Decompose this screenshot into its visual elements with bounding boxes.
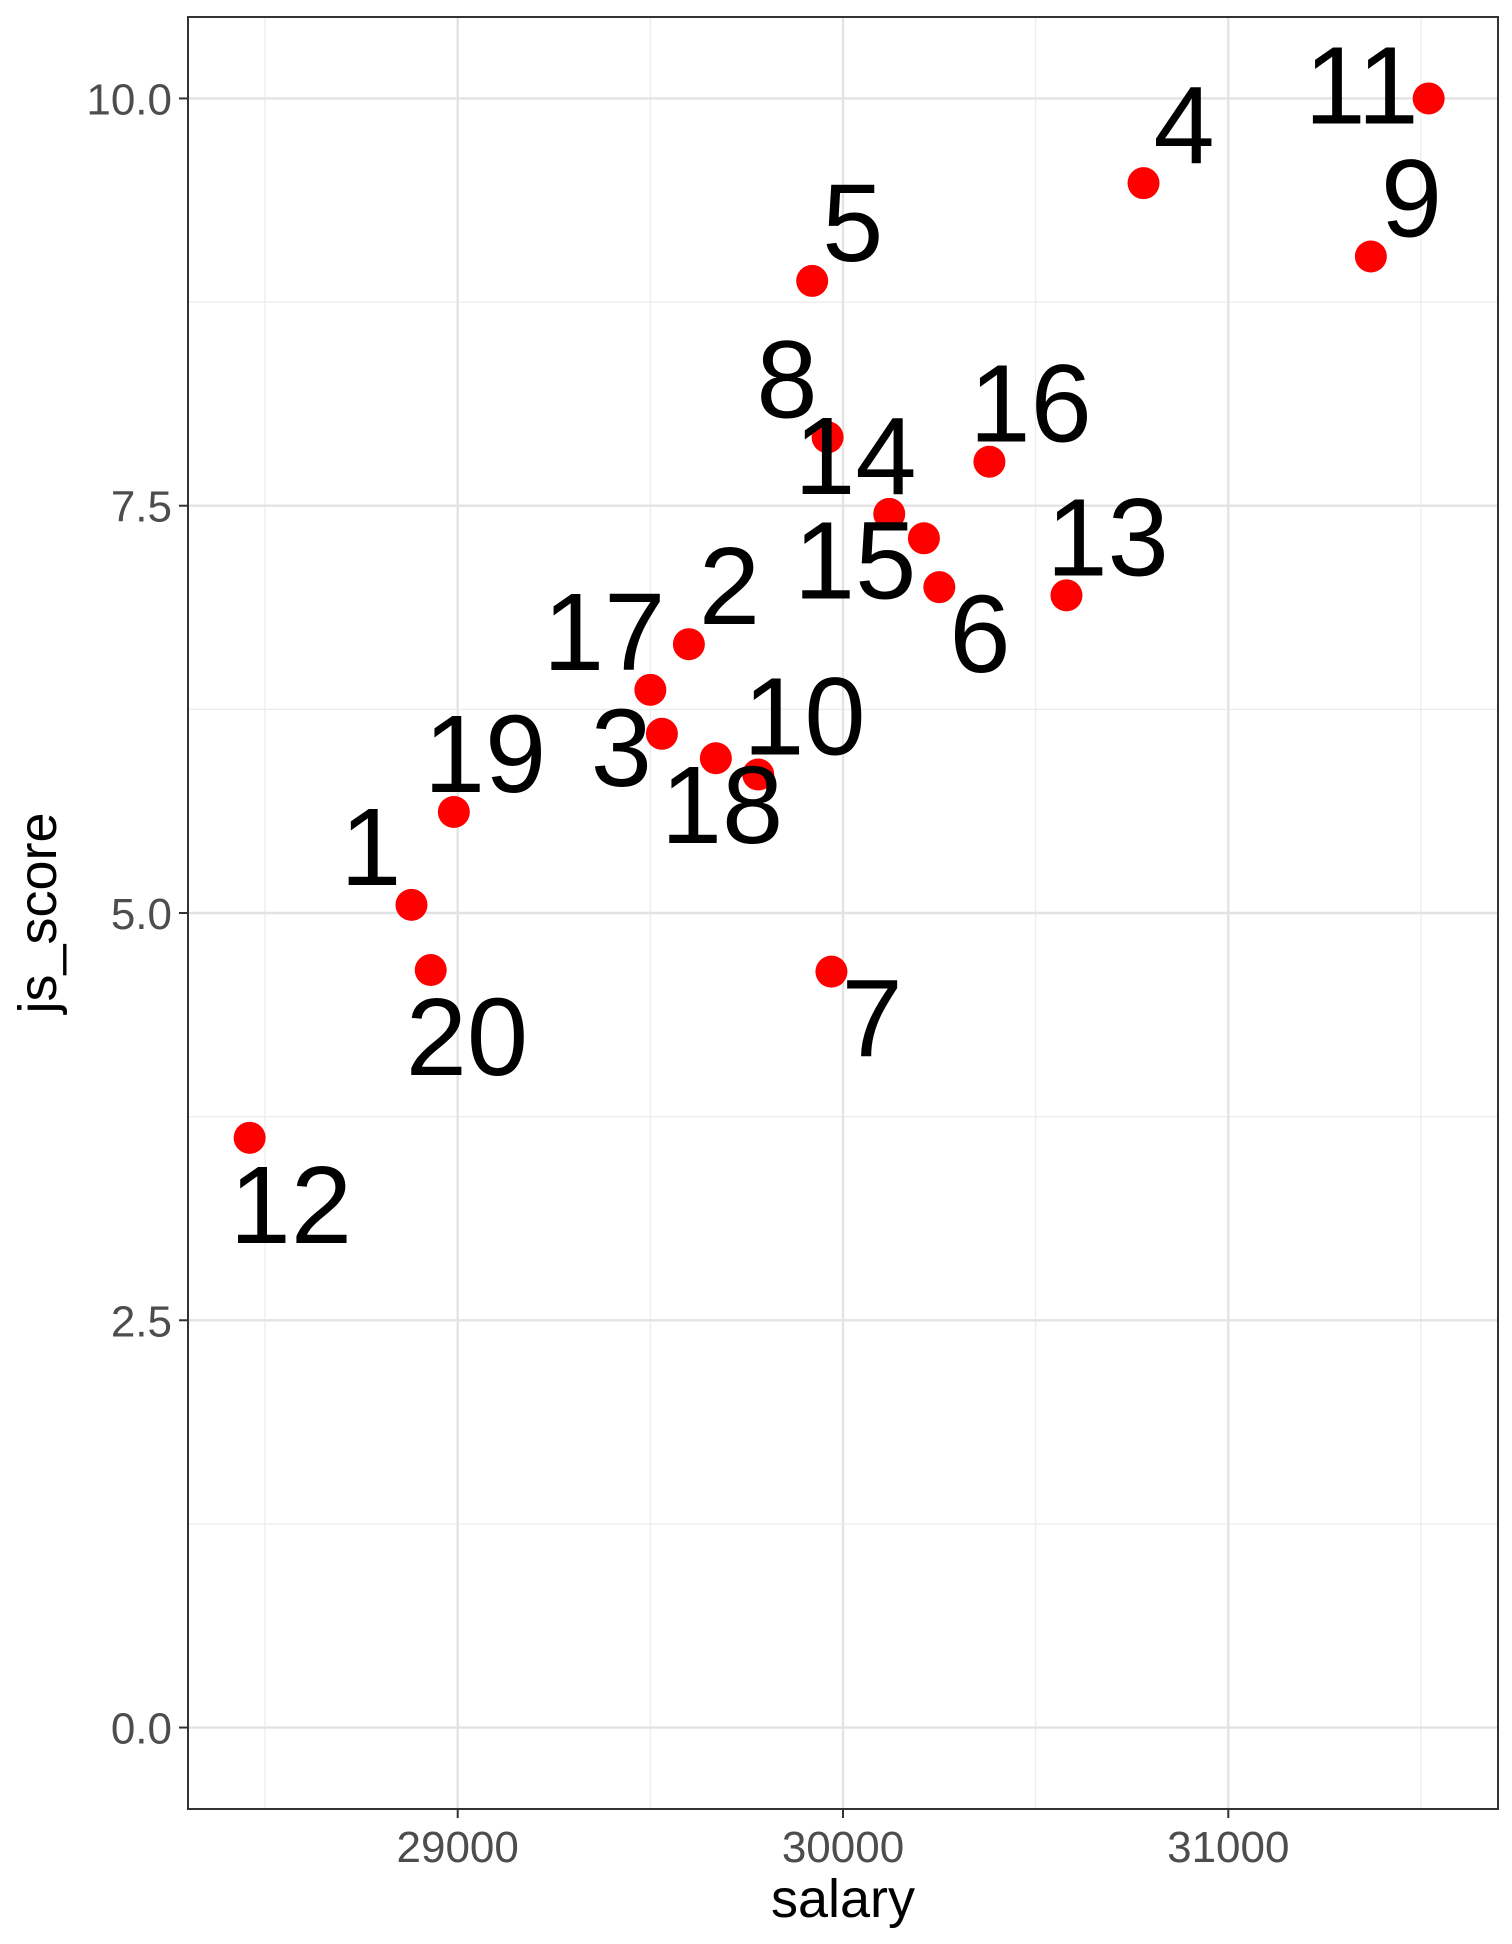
point-label-6: 6	[949, 573, 1011, 697]
y-tick-label: 7.5	[110, 482, 172, 532]
point-label-5: 5	[822, 161, 884, 285]
point-label-14: 14	[794, 394, 917, 518]
point-label-16: 16	[969, 342, 1092, 466]
point-label-17: 17	[542, 570, 666, 694]
point-label-2: 2	[698, 525, 761, 649]
point-label-1: 1	[340, 785, 402, 909]
point-label-15: 15	[793, 499, 917, 623]
y-tick-label: 10.0	[86, 75, 172, 125]
point-label-9: 9	[1380, 137, 1443, 261]
point-label-8: 8	[756, 318, 818, 442]
point-label-10: 10	[743, 655, 866, 779]
point-label-4: 4	[1153, 64, 1215, 188]
y-axis-title: js_score	[8, 812, 68, 1014]
point-label-11: 11	[1304, 24, 1419, 148]
x-tick-label: 31000	[1167, 1823, 1290, 1872]
y-tick-label: 2.5	[110, 1297, 172, 1347]
point-label-12: 12	[229, 1143, 353, 1267]
point-label-13: 13	[1046, 476, 1169, 600]
point-label-18: 18	[660, 744, 784, 868]
x-tick-label: 30000	[781, 1823, 905, 1872]
x-tick-label: 29000	[396, 1823, 519, 1872]
point-label-7: 7	[841, 957, 903, 1081]
point-label-20: 20	[405, 976, 529, 1100]
point-label-19: 19	[423, 692, 547, 816]
x-axis-title: salary	[770, 1869, 916, 1929]
y-tick-label: 0.0	[110, 1704, 172, 1754]
point-label-3: 3	[590, 686, 652, 810]
y-tick-label: 5.0	[110, 890, 172, 939]
